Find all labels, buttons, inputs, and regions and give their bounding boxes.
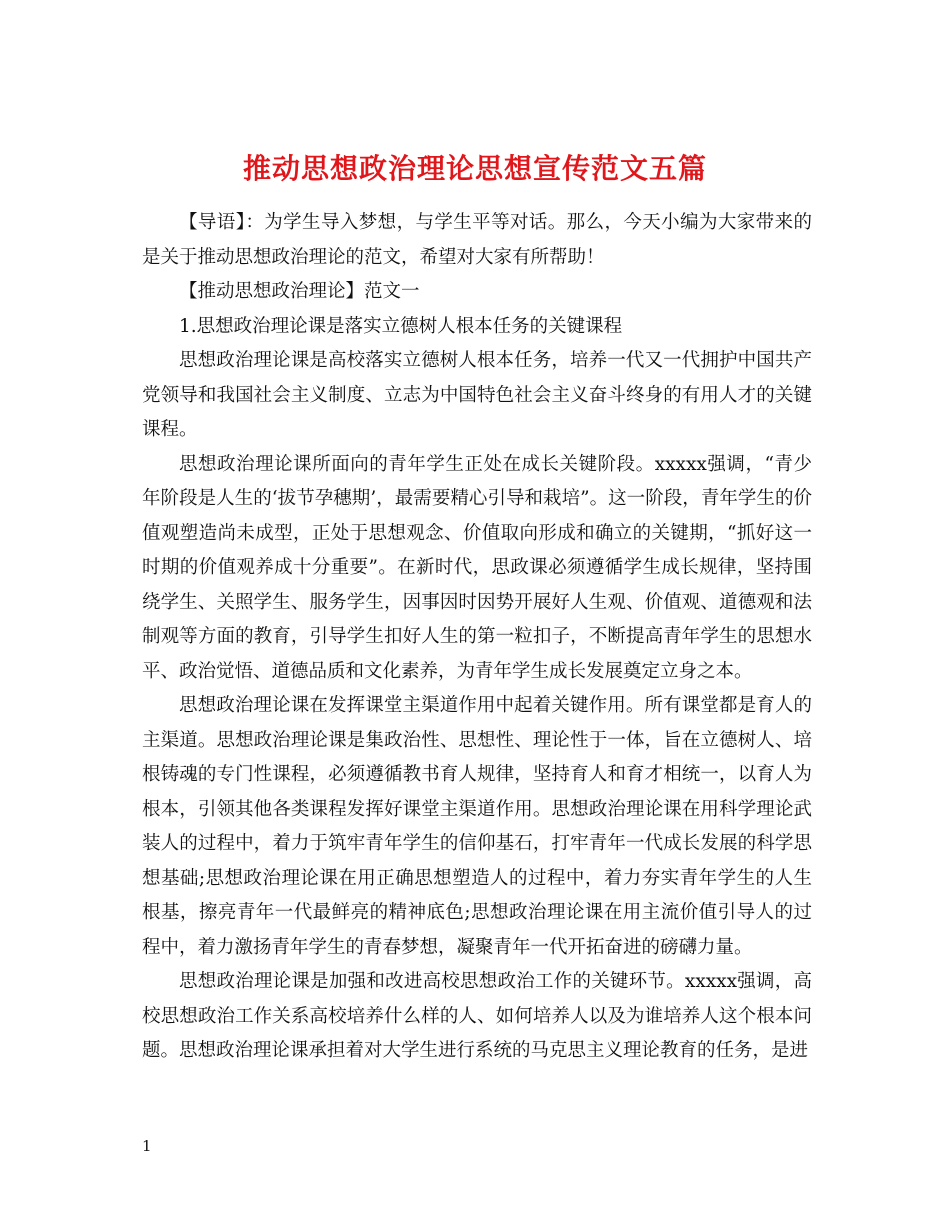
body-paragraph: 思想政治理论课是高校落实立德树人根本任务，培养一代又一代拥护中国共产党领导和我国社会主义制度、立志为中国特色社会主义奋斗终身的有用人才的关键课程。: [142, 350, 812, 440]
section-heading: 【推动思想政治理论】范文一: [179, 281, 420, 302]
body-paragraph: 思想政治理论课所面向的青年学生正处在成长关键阶段。xxxxx强调，“青少年阶段是人生的‘拔节孕穗期’，最需要精心引导和栽培”。这一阶段，青年学生的价值观塑造尚未成型，正处于思想观念、价值取向形成和确立的关键期，“抓好这一时期的价值观养成十分重要”。在新时代，思政课必须遵循学生成长规律，坚持围绕学生、关照学生、服务学生，因事因时因势开展好人生观、价值观、道德观和法制观等方面的教育，引导学生扣好人生的第一粒扣子，不断提高青年学生的思想水平、政治觉悟、道德品质和文化素养，为青年学生成长发展奠定立身之本。: [142, 453, 812, 682]
page-number: 1: [142, 1137, 152, 1155]
body-paragraph: 思想政治理论课是加强和改进高校思想政治工作的关键环节。xxxxx强调，高校思想政治工作关系高校培养什么样的人、如何培养人以及为谁培养人这个根本问题。思想政治理论课承担着对大学生进行系统的马克思主义理论教育的任务，是进: [142, 971, 812, 1061]
subsection-heading: 1.思想政治理论课是落实立德树人根本任务的关键课程: [179, 315, 623, 337]
document-body: [142, 206, 812, 1069]
body-paragraph: 思想政治理论课在发挥课堂主渠道作用中起着关键作用。所有课堂都是育人的主渠道。思想政治理论课是集政治性、思想性、理论性于一体，旨在立德树人、培根铸魂的专门性课程，必须遵循教书育人规律，坚持育人和育才相统一，以育人为根本，引领其他各类课程发挥好课堂主渠道作用。思想政治理论课在用科学理论武装人的过程中，着力于筑牢青年学生的信仰基石，打牢青年一代成长发展的科学思想基础;思想政治理论课在用正确思想塑造人的过程中，着力夯实青年学生的人生根基，擦亮青年一代最鲜亮的精神底色;思想政治理论课在用主流价值引导人的过程中，着力激扬青年学生的青春梦想，凝聚青年一代开拓奋进的磅礴力量。: [142, 695, 812, 958]
intro-paragraph: 【导语】：为学生导入梦想，与学生平等对话。那么，今天小编为大家带来的是关于推动思想政治理论的范文，希望对大家有所帮助！: [142, 212, 812, 268]
document-title: 推动思想政治理论思想宣传范文五篇: [242, 151, 707, 185]
